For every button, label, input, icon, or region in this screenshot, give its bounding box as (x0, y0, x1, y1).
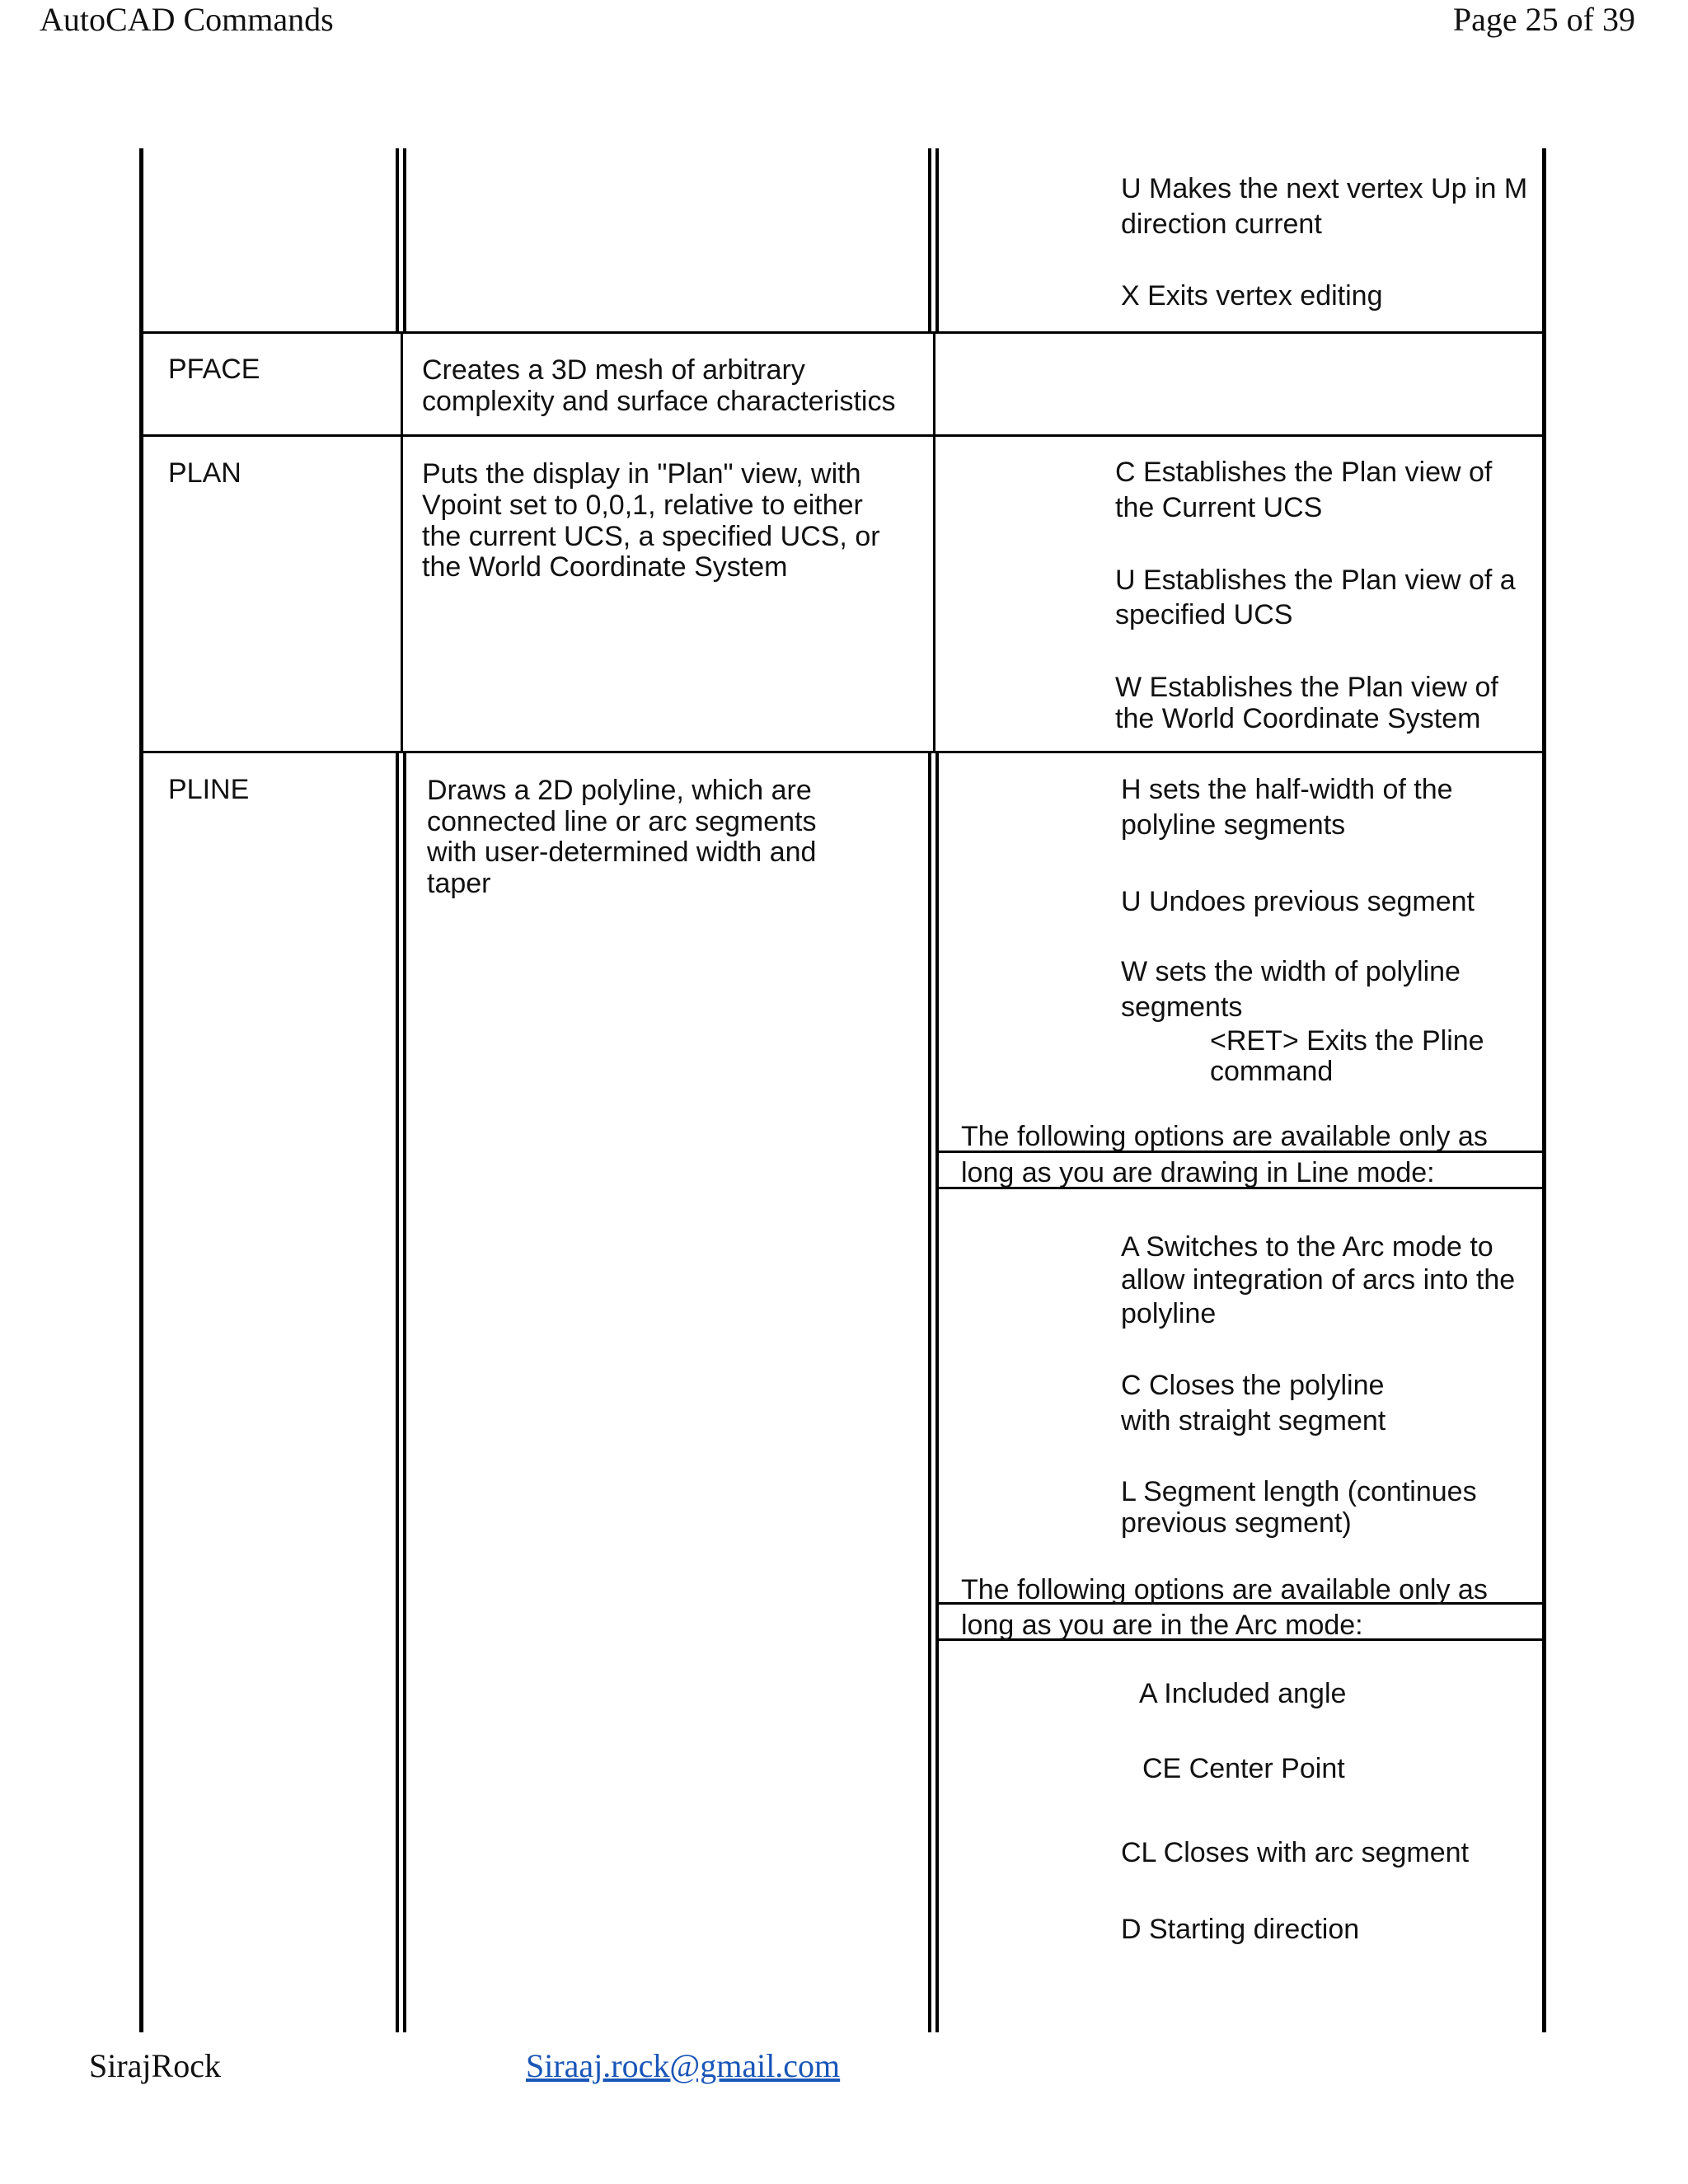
option-text: the World Coordinate System (1115, 703, 1481, 734)
option-text: CE Center Point (1142, 1753, 1345, 1784)
command-description: the World Coordinate System (422, 551, 788, 583)
command-description: complexity and surface characteristics (422, 386, 896, 417)
option-text: with straight segment (1121, 1405, 1386, 1436)
col-divider-2b (935, 148, 939, 333)
option-text: D Starting direction (1121, 1914, 1360, 1945)
table-border-left (139, 148, 143, 2032)
option-text: command (1210, 1056, 1334, 1087)
option-text: W sets the width of polyline (1121, 956, 1461, 987)
command-name: PLAN (168, 457, 241, 489)
option-text: C Establishes the Plan view of (1115, 457, 1493, 488)
mode-note: The following options are available only as (961, 1121, 1488, 1152)
option-text: L Segment length (continues (1121, 1476, 1477, 1507)
mode-note: long as you are drawing in Line mode: (961, 1157, 1435, 1188)
command-name: PFACE (168, 354, 260, 385)
option-text: C Closes the polyline (1121, 1370, 1385, 1401)
option-text: polyline segments (1121, 809, 1346, 841)
mode-note: long as you are in the Arc mode: (961, 1610, 1363, 1641)
command-description: connected line or arc segments (427, 806, 817, 837)
command-name: PLINE (168, 774, 250, 805)
option-text: segments (1121, 991, 1243, 1023)
option-text: polyline (1121, 1298, 1217, 1329)
col-divider-2-lower (928, 753, 931, 2032)
option-text: U Makes the next vertex Up in M (1121, 173, 1528, 204)
command-description: Draws a 2D polyline, which are (427, 775, 812, 806)
option-text: the Current UCS (1115, 492, 1323, 523)
mode-note: The following options are available only as (961, 1574, 1488, 1605)
option-text: W Establishes the Plan view of (1115, 672, 1498, 703)
option-text: direction current (1121, 209, 1322, 240)
col-divider-1b (403, 148, 406, 333)
option-text: U Undoes previous segment (1121, 886, 1475, 917)
command-description: the current UCS, a specified UCS, or (422, 521, 880, 552)
option-text: allow integration of arcs into the (1121, 1264, 1516, 1296)
col-divider-1b-lower (403, 753, 406, 2032)
col-divider-1-lower (396, 753, 399, 2032)
page-number: Page 25 of 39 (1452, 1, 1635, 38)
option-text: A Switches to the Arc mode to (1121, 1231, 1493, 1263)
col-divider-1-thin (401, 333, 403, 753)
option-text: A Included angle (1139, 1678, 1347, 1709)
col-divider-1 (396, 148, 399, 333)
command-description: with user-determined width and (427, 837, 817, 868)
command-description: taper (427, 868, 491, 899)
option-text: X Exits vertex editing (1121, 280, 1383, 312)
row-separator (142, 331, 1545, 334)
footer-email-link[interactable]: Siraaj.rock@gmail.com (526, 2047, 841, 2084)
option-text: <RET> Exits the Pline (1210, 1025, 1484, 1057)
command-description: Creates a 3D mesh of arbitrary (422, 354, 805, 386)
option-text: previous segment) (1121, 1507, 1352, 1539)
option-text: CL Closes with arc segment (1121, 1837, 1470, 1868)
col-divider-2b-lower (935, 753, 939, 2032)
option-text: specified UCS (1115, 599, 1293, 630)
option-text: U Establishes the Plan view of a (1115, 565, 1516, 596)
option-text: H sets the half-width of the (1121, 774, 1453, 805)
row-separator (142, 434, 1545, 437)
col-divider-2-thin (933, 333, 935, 753)
footer-author: SirajRock (89, 2047, 221, 2084)
command-description: Vpoint set to 0,0,1, relative to either (422, 490, 863, 521)
command-description: Puts the display in "Plan" view, with (422, 458, 861, 490)
col-divider-2 (928, 148, 931, 333)
row-separator (142, 751, 1545, 753)
table-border-right (1542, 148, 1546, 2032)
document-title: AutoCAD Commands (40, 1, 334, 38)
